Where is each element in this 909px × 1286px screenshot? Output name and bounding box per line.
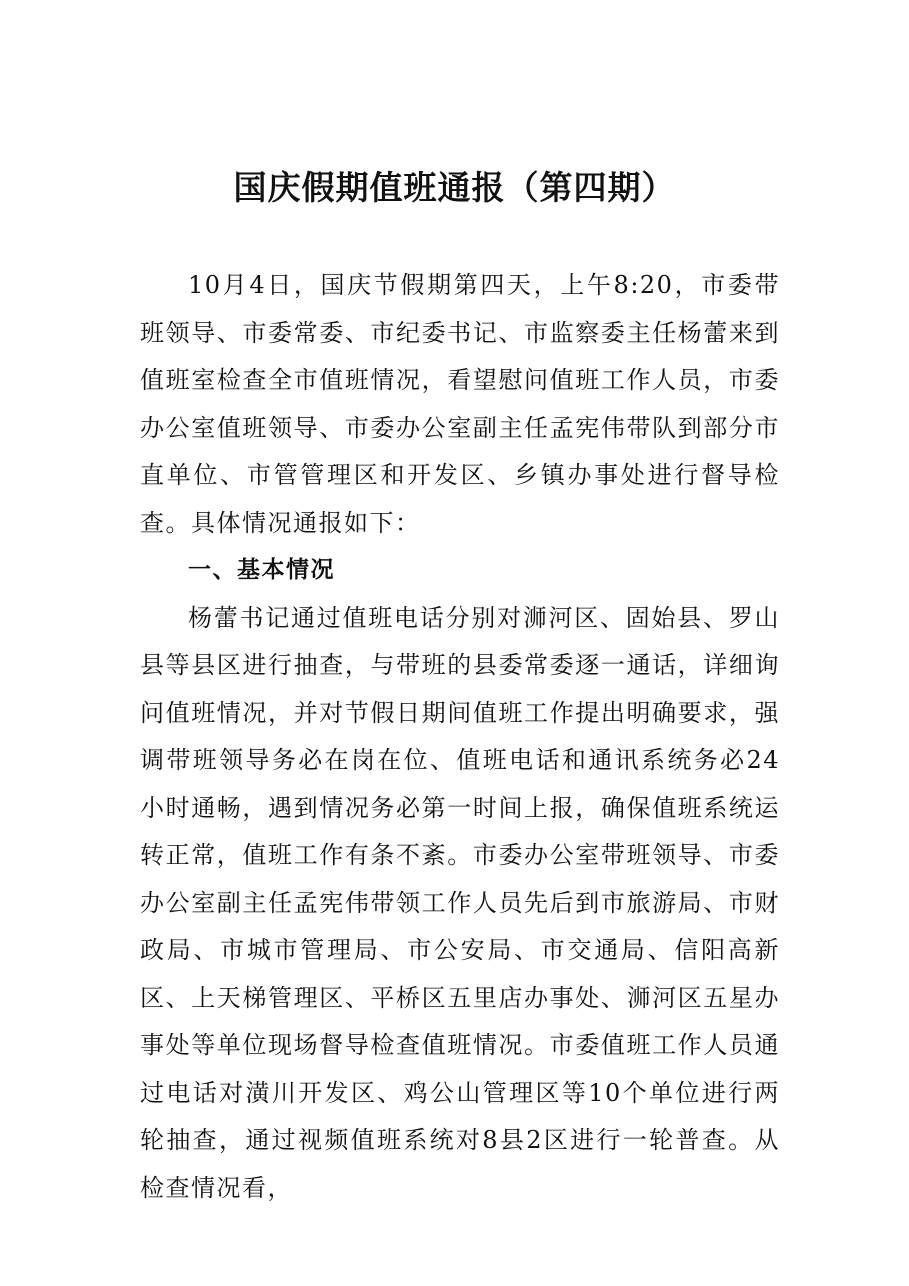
document-title: 国庆假期值班通报（第四期） [233,168,676,207]
document-body [140,262,780,1212]
intro-paragraph: 10月4日，国庆节假期第四天，上午8:20，市委带班领导、市委常委、市纪委书记、市监察委主任杨蕾来到值班室检查全市值班情况，看望慰问值班工作人员，市委办公室值班领导、市委办公室副主任孟宪伟带队到部分市直单位、市管管理区和开发区、乡镇办事处进行督导检查。具体情况通报如下： [140,271,780,537]
section-paragraph-basic-situation: 杨蕾书记通过值班电话分别对浉河区、固始县、罗山县等县区进行抽查，与带班的县委常委逐一通话，详细询问值班情况，并对节假日期间值班工作提出明确要求，强调带班领导务必在岗在位、值班电话和通讯系统务必24小时通畅，遇到情况务必第一时间上报，确保值班系统运转正常，值班工作有条不紊。市委办公室带班领导、市委办公室副主任孟宪伟带领工作人员先后到市旅游局、市财政局、市城市管理局、市公安局、市交通局、信阳高新区、上天梯管理区、平桥区五里店办事处、浉河区五星办事处等单位现场督导检查值班情况。市委值班工作人员通过电话对潢川开发区、鸡公山管理区等10个单位进行两轮抽查，通过视频值班系统对8县2区进行一轮普查。从检查情况看， [140,603,780,1202]
section-heading-basic-situation: 一、基本情况 [188,557,335,583]
